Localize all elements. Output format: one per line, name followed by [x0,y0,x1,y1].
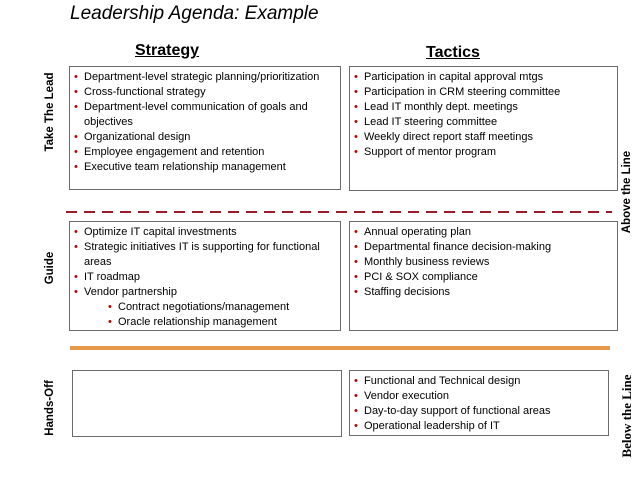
list-item: • Day-to-day support of functional areas [354,404,604,419]
list-hands-off-tactics [354,374,604,434]
list-item: • Departmental finance decision-making [354,240,613,255]
box-guide-strategy [69,221,341,331]
row-label-hands-off: Hands-Off [44,380,56,436]
list-guide-tactics [354,225,613,300]
list-guide-strategy [74,225,336,330]
list-item: • Weekly direct report staff meetings [354,130,613,145]
row-label-take-the-lead: Take The Lead [44,72,56,152]
list-item: • Participation in capital approval mtgs [354,70,613,85]
list-item: • Lead IT steering committee [354,115,613,130]
list-item: • Strategic initiatives IT is supporting for functional areas [74,240,336,270]
list-item: • Support of mentor program [354,145,613,160]
box-lead-tactics [349,66,618,191]
list-item: • Participation in CRM steering committee [354,85,613,100]
list-item: • Staffing decisions [354,285,613,300]
list-item: • Department-level strategic planning/prioritization [74,70,336,85]
box-lead-strategy [69,66,341,190]
list-lead-strategy [74,70,336,175]
list-item: • Functional and Technical design [354,374,604,389]
side-label-above-the-line: Above the Line [621,150,633,234]
row-label-guide: Guide [44,251,56,285]
list-subitem: • Oracle relationship management [74,315,336,330]
list-lead-tactics [354,70,613,160]
box-guide-tactics [349,221,618,331]
strategy-header: Strategy [135,42,200,59]
box-hands-off-strategy [72,370,342,437]
list-item: • Annual operating plan [354,225,613,240]
list-item: • Operational leadership of IT [354,419,604,434]
list-item: • Executive team relationship management [74,160,336,175]
list-item: • Optimize IT capital investments [74,225,336,240]
list-item: • Organizational design [74,130,336,145]
list-subitem: • Contract negotiations/management [74,300,336,315]
list-item: • Monthly business reviews [354,255,613,270]
tactics-header: Tactics [426,44,480,61]
list-item: • IT roadmap [74,270,336,285]
list-item: • Department-level communication of goals and objectives [74,100,336,130]
list-item: • Lead IT monthly dept. meetings [354,100,613,115]
list-item: • PCI & SOX compliance [354,270,613,285]
list-item: • Vendor execution [354,389,604,404]
box-hands-off-tactics [349,370,609,436]
list-item: • Vendor partnership [74,285,336,300]
page-title: Leadership Agenda: Example [70,3,319,24]
list-item: • Employee engagement and retention [74,145,336,160]
list-item: • Cross-functional strategy [74,85,336,100]
side-label-below-the-line: Below the Line [619,374,634,458]
